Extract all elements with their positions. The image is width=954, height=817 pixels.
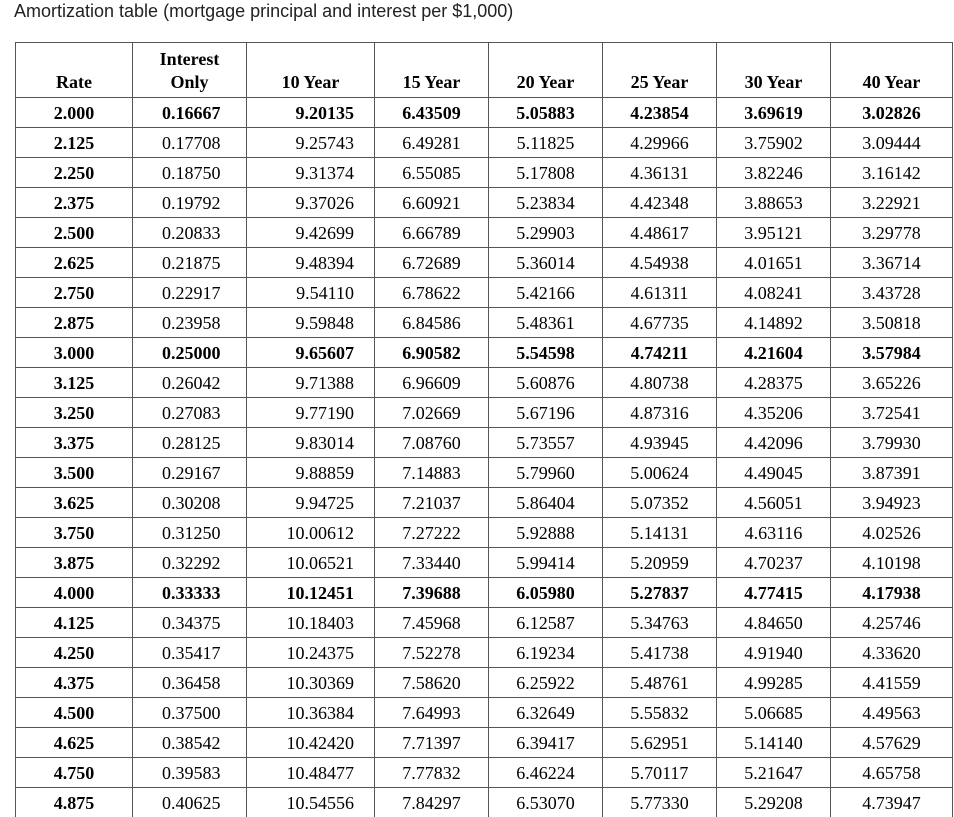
cell-20-year: 5.17808 <box>489 158 603 188</box>
cell-10-year: 9.83014 <box>247 428 375 458</box>
cell-15-year: 6.90582 <box>375 338 489 368</box>
cell-rate: 4.250 <box>16 638 133 668</box>
cell-rate: 3.750 <box>16 518 133 548</box>
cell-rate: 3.625 <box>16 488 133 518</box>
table-row <box>16 368 953 398</box>
table-row <box>16 758 953 788</box>
cell-15-year: 7.45968 <box>375 608 489 638</box>
cell-40-year: 4.49563 <box>831 698 953 728</box>
cell-rate: 2.000 <box>16 98 133 128</box>
cell-20-year: 6.53070 <box>489 788 603 817</box>
cell-20-year: 5.29903 <box>489 218 603 248</box>
cell-20-year: 5.11825 <box>489 128 603 158</box>
cell-interest-only: 0.20833 <box>133 218 247 248</box>
cell-30-year: 5.14140 <box>717 728 831 758</box>
cell-25-year: 4.67735 <box>603 308 717 338</box>
cell-interest-only: 0.32292 <box>133 548 247 578</box>
column-header-interest-only: Interest Only <box>133 43 247 98</box>
cell-10-year: 9.42699 <box>247 218 375 248</box>
cell-10-year: 9.48394 <box>247 248 375 278</box>
column-header-10-year: 10 Year <box>247 43 375 98</box>
cell-10-year: 10.42420 <box>247 728 375 758</box>
cell-40-year: 3.57984 <box>831 338 953 368</box>
cell-30-year: 4.99285 <box>717 668 831 698</box>
cell-40-year: 3.29778 <box>831 218 953 248</box>
cell-25-year: 4.36131 <box>603 158 717 188</box>
cell-interest-only: 0.29167 <box>133 458 247 488</box>
cell-interest-only: 0.36458 <box>133 668 247 698</box>
cell-15-year: 7.77832 <box>375 758 489 788</box>
cell-interest-only: 0.28125 <box>133 428 247 458</box>
table-row <box>16 188 953 218</box>
cell-40-year: 3.36714 <box>831 248 953 278</box>
cell-30-year: 4.49045 <box>717 458 831 488</box>
cell-30-year: 5.21647 <box>717 758 831 788</box>
cell-15-year: 6.72689 <box>375 248 489 278</box>
table-row <box>16 128 953 158</box>
cell-30-year: 4.77415 <box>717 578 831 608</box>
table-row <box>16 638 953 668</box>
table-row <box>16 458 953 488</box>
cell-20-year: 5.92888 <box>489 518 603 548</box>
cell-25-year: 5.07352 <box>603 488 717 518</box>
cell-10-year: 9.94725 <box>247 488 375 518</box>
cell-rate: 3.125 <box>16 368 133 398</box>
cell-30-year: 4.42096 <box>717 428 831 458</box>
cell-15-year: 6.43509 <box>375 98 489 128</box>
cell-interest-only: 0.31250 <box>133 518 247 548</box>
cell-10-year: 9.77190 <box>247 398 375 428</box>
cell-30-year: 5.06685 <box>717 698 831 728</box>
cell-15-year: 6.84586 <box>375 308 489 338</box>
cell-rate: 4.000 <box>16 578 133 608</box>
cell-10-year: 9.31374 <box>247 158 375 188</box>
cell-15-year: 7.02669 <box>375 398 489 428</box>
cell-interest-only: 0.34375 <box>133 608 247 638</box>
cell-20-year: 6.05980 <box>489 578 603 608</box>
cell-25-year: 4.54938 <box>603 248 717 278</box>
cell-25-year: 5.70117 <box>603 758 717 788</box>
cell-40-year: 4.10198 <box>831 548 953 578</box>
cell-40-year: 3.87391 <box>831 458 953 488</box>
cell-40-year: 3.65226 <box>831 368 953 398</box>
cell-10-year: 9.25743 <box>247 128 375 158</box>
cell-20-year: 5.05883 <box>489 98 603 128</box>
cell-20-year: 5.23834 <box>489 188 603 218</box>
table-row <box>16 668 953 698</box>
cell-25-year: 5.20959 <box>603 548 717 578</box>
cell-30-year: 4.35206 <box>717 398 831 428</box>
cell-20-year: 6.25922 <box>489 668 603 698</box>
cell-10-year: 10.18403 <box>247 608 375 638</box>
cell-interest-only: 0.40625 <box>133 788 247 817</box>
cell-25-year: 5.55832 <box>603 698 717 728</box>
cell-15-year: 6.49281 <box>375 128 489 158</box>
cell-40-year: 3.43728 <box>831 278 953 308</box>
cell-30-year: 4.63116 <box>717 518 831 548</box>
cell-15-year: 7.14883 <box>375 458 489 488</box>
cell-20-year: 6.39417 <box>489 728 603 758</box>
cell-15-year: 6.60921 <box>375 188 489 218</box>
cell-30-year: 4.91940 <box>717 638 831 668</box>
cell-10-year: 9.54110 <box>247 278 375 308</box>
table-row <box>16 788 953 817</box>
cell-25-year: 5.14131 <box>603 518 717 548</box>
cell-10-year: 9.37026 <box>247 188 375 218</box>
cell-rate: 3.250 <box>16 398 133 428</box>
cell-30-year: 3.82246 <box>717 158 831 188</box>
cell-rate: 4.875 <box>16 788 133 817</box>
cell-25-year: 5.77330 <box>603 788 717 817</box>
cell-25-year: 5.27837 <box>603 578 717 608</box>
cell-interest-only: 0.30208 <box>133 488 247 518</box>
table-row <box>16 578 953 608</box>
cell-rate: 3.875 <box>16 548 133 578</box>
cell-25-year: 5.34763 <box>603 608 717 638</box>
cell-rate: 4.125 <box>16 608 133 638</box>
cell-10-year: 9.88859 <box>247 458 375 488</box>
table-row <box>16 728 953 758</box>
cell-30-year: 3.95121 <box>717 218 831 248</box>
cell-rate: 4.750 <box>16 758 133 788</box>
header-row <box>16 43 953 98</box>
cell-rate: 2.250 <box>16 158 133 188</box>
cell-10-year: 10.30369 <box>247 668 375 698</box>
cell-20-year: 6.46224 <box>489 758 603 788</box>
cell-10-year: 10.12451 <box>247 578 375 608</box>
cell-25-year: 4.42348 <box>603 188 717 218</box>
cell-25-year: 4.61311 <box>603 278 717 308</box>
table-row <box>16 398 953 428</box>
cell-25-year: 4.80738 <box>603 368 717 398</box>
table-row <box>16 278 953 308</box>
cell-10-year: 9.59848 <box>247 308 375 338</box>
cell-25-year: 4.87316 <box>603 398 717 428</box>
cell-40-year: 3.94923 <box>831 488 953 518</box>
cell-rate: 2.375 <box>16 188 133 218</box>
cell-rate: 2.875 <box>16 308 133 338</box>
cell-15-year: 6.78622 <box>375 278 489 308</box>
cell-20-year: 5.99414 <box>489 548 603 578</box>
cell-interest-only: 0.16667 <box>133 98 247 128</box>
table-row <box>16 698 953 728</box>
cell-40-year: 4.65758 <box>831 758 953 788</box>
cell-10-year: 10.36384 <box>247 698 375 728</box>
cell-rate: 3.000 <box>16 338 133 368</box>
cell-10-year: 9.65607 <box>247 338 375 368</box>
cell-15-year: 7.39688 <box>375 578 489 608</box>
cell-40-year: 4.41559 <box>831 668 953 698</box>
cell-10-year: 10.00612 <box>247 518 375 548</box>
cell-15-year: 7.08760 <box>375 428 489 458</box>
cell-30-year: 4.28375 <box>717 368 831 398</box>
table-row <box>16 248 953 278</box>
cell-rate: 4.625 <box>16 728 133 758</box>
cell-40-year: 3.50818 <box>831 308 953 338</box>
cell-interest-only: 0.26042 <box>133 368 247 398</box>
table-row <box>16 218 953 248</box>
cell-10-year: 10.48477 <box>247 758 375 788</box>
cell-interest-only: 0.35417 <box>133 638 247 668</box>
cell-20-year: 5.73557 <box>489 428 603 458</box>
cell-rate: 4.375 <box>16 668 133 698</box>
column-header-rate: Rate <box>16 43 133 98</box>
cell-30-year: 4.01651 <box>717 248 831 278</box>
cell-15-year: 6.96609 <box>375 368 489 398</box>
table-row <box>16 488 953 518</box>
cell-20-year: 6.12587 <box>489 608 603 638</box>
cell-40-year: 3.79930 <box>831 428 953 458</box>
cell-25-year: 5.62951 <box>603 728 717 758</box>
cell-interest-only: 0.19792 <box>133 188 247 218</box>
cell-interest-only: 0.23958 <box>133 308 247 338</box>
cell-25-year: 4.23854 <box>603 98 717 128</box>
column-header-40-year: 40 Year <box>831 43 953 98</box>
cell-40-year: 4.02526 <box>831 518 953 548</box>
cell-40-year: 3.72541 <box>831 398 953 428</box>
cell-interest-only: 0.22917 <box>133 278 247 308</box>
cell-15-year: 7.58620 <box>375 668 489 698</box>
cell-10-year: 10.24375 <box>247 638 375 668</box>
cell-40-year: 3.22921 <box>831 188 953 218</box>
cell-15-year: 7.84297 <box>375 788 489 817</box>
cell-rate: 2.125 <box>16 128 133 158</box>
cell-20-year: 5.86404 <box>489 488 603 518</box>
cell-30-year: 4.56051 <box>717 488 831 518</box>
cell-interest-only: 0.33333 <box>133 578 247 608</box>
cell-10-year: 9.20135 <box>247 98 375 128</box>
cell-25-year: 5.41738 <box>603 638 717 668</box>
cell-30-year: 4.70237 <box>717 548 831 578</box>
cell-interest-only: 0.38542 <box>133 728 247 758</box>
amortization-table <box>15 42 953 817</box>
table-row <box>16 608 953 638</box>
cell-30-year: 4.21604 <box>717 338 831 368</box>
column-header-25-year: 25 Year <box>603 43 717 98</box>
table-caption: Amortization table (mortgage principal and interest per $1,000) <box>14 0 513 22</box>
cell-15-year: 6.66789 <box>375 218 489 248</box>
cell-20-year: 5.79960 <box>489 458 603 488</box>
cell-rate: 3.500 <box>16 458 133 488</box>
cell-interest-only: 0.25000 <box>133 338 247 368</box>
cell-rate: 2.750 <box>16 278 133 308</box>
cell-40-year: 4.73947 <box>831 788 953 817</box>
column-header-30-year: 30 Year <box>717 43 831 98</box>
cell-40-year: 4.57629 <box>831 728 953 758</box>
cell-30-year: 3.75902 <box>717 128 831 158</box>
cell-15-year: 7.33440 <box>375 548 489 578</box>
column-header-20-year: 20 Year <box>489 43 603 98</box>
cell-25-year: 4.93945 <box>603 428 717 458</box>
cell-40-year: 4.25746 <box>831 608 953 638</box>
cell-40-year: 3.16142 <box>831 158 953 188</box>
cell-interest-only: 0.39583 <box>133 758 247 788</box>
cell-30-year: 4.84650 <box>717 608 831 638</box>
cell-15-year: 6.55085 <box>375 158 489 188</box>
cell-25-year: 4.29966 <box>603 128 717 158</box>
cell-interest-only: 0.27083 <box>133 398 247 428</box>
cell-40-year: 3.09444 <box>831 128 953 158</box>
cell-20-year: 5.36014 <box>489 248 603 278</box>
cell-25-year: 4.74211 <box>603 338 717 368</box>
cell-40-year: 3.02826 <box>831 98 953 128</box>
cell-interest-only: 0.37500 <box>133 698 247 728</box>
cell-20-year: 6.19234 <box>489 638 603 668</box>
cell-interest-only: 0.18750 <box>133 158 247 188</box>
table-row <box>16 158 953 188</box>
cell-rate: 3.375 <box>16 428 133 458</box>
cell-15-year: 7.27222 <box>375 518 489 548</box>
cell-rate: 2.625 <box>16 248 133 278</box>
cell-15-year: 7.21037 <box>375 488 489 518</box>
cell-10-year: 10.06521 <box>247 548 375 578</box>
table-row <box>16 98 953 128</box>
table-row <box>16 518 953 548</box>
cell-20-year: 6.32649 <box>489 698 603 728</box>
cell-30-year: 3.69619 <box>717 98 831 128</box>
cell-25-year: 5.00624 <box>603 458 717 488</box>
cell-interest-only: 0.17708 <box>133 128 247 158</box>
cell-20-year: 5.54598 <box>489 338 603 368</box>
cell-rate: 2.500 <box>16 218 133 248</box>
cell-interest-only: 0.21875 <box>133 248 247 278</box>
cell-15-year: 7.52278 <box>375 638 489 668</box>
cell-20-year: 5.42166 <box>489 278 603 308</box>
cell-30-year: 5.29208 <box>717 788 831 817</box>
cell-25-year: 5.48761 <box>603 668 717 698</box>
cell-rate: 4.500 <box>16 698 133 728</box>
cell-20-year: 5.67196 <box>489 398 603 428</box>
table-row <box>16 548 953 578</box>
cell-15-year: 7.64993 <box>375 698 489 728</box>
table-row <box>16 308 953 338</box>
cell-20-year: 5.60876 <box>489 368 603 398</box>
cell-40-year: 4.17938 <box>831 578 953 608</box>
cell-10-year: 9.71388 <box>247 368 375 398</box>
cell-25-year: 4.48617 <box>603 218 717 248</box>
table-row <box>16 428 953 458</box>
cell-20-year: 5.48361 <box>489 308 603 338</box>
cell-30-year: 4.14892 <box>717 308 831 338</box>
cell-30-year: 3.88653 <box>717 188 831 218</box>
table-row <box>16 338 953 368</box>
column-header-15-year: 15 Year <box>375 43 489 98</box>
cell-30-year: 4.08241 <box>717 278 831 308</box>
cell-15-year: 7.71397 <box>375 728 489 758</box>
cell-40-year: 4.33620 <box>831 638 953 668</box>
cell-10-year: 10.54556 <box>247 788 375 817</box>
